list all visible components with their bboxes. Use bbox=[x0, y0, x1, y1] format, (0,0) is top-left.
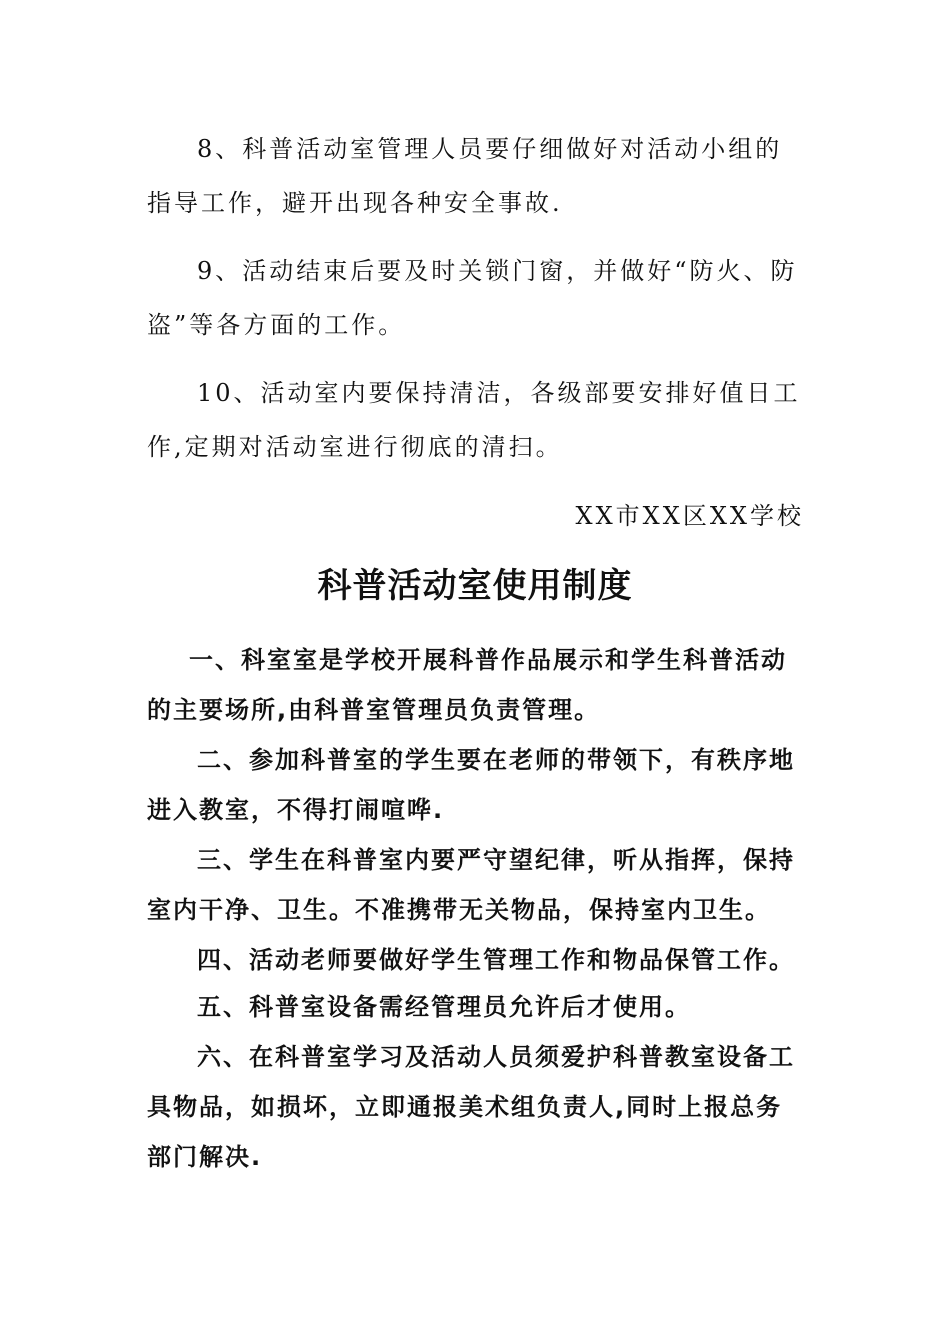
rule-5: 五、科普室设备需经管理员允许后才使用。 bbox=[197, 993, 691, 1021]
rule-2: 二、参加科普室的学生要在老师的带领下，有秩序地进入教室，不得打闹喧哗. bbox=[147, 746, 795, 824]
school-signature: XX市XX区XX学校 bbox=[575, 502, 804, 530]
rule-1: 一、科室室是学校开展科普作品展示和学生科普活动的主要场所,由科普室管理员负责管理。 bbox=[147, 646, 787, 724]
document-title: 科普活动室使用制度 bbox=[317, 566, 633, 606]
rule-3: 三、学生在科普室内要严守望纪律，听从指挥，保持室内干净、卫生。不准携带无关物品，保持室内卫生。 bbox=[147, 846, 795, 924]
rule-item-9: 9、活动结束后要及时关锁门窗，并做好“防火、防盗”等各方面的工作。 bbox=[147, 257, 798, 339]
rule-6: 六、在科普室学习及活动人员须爱护科普教室设备工具物品，如损坏，立即通报美术组负责人,同时上报总务部门解决. bbox=[147, 1043, 795, 1171]
rule-4: 四、活动老师要做好学生管理工作和物品保管工作。 bbox=[197, 946, 795, 974]
rule-item-10: 10、活动室内要保持清洁，各级部要安排好值日工作,定期对活动室进行彻底的清扫。 bbox=[147, 379, 801, 461]
rule-item-8: 8、科普活动室管理人员要仔细做好对活动小组的指导工作，避开出现各种安全事故. bbox=[147, 135, 783, 217]
